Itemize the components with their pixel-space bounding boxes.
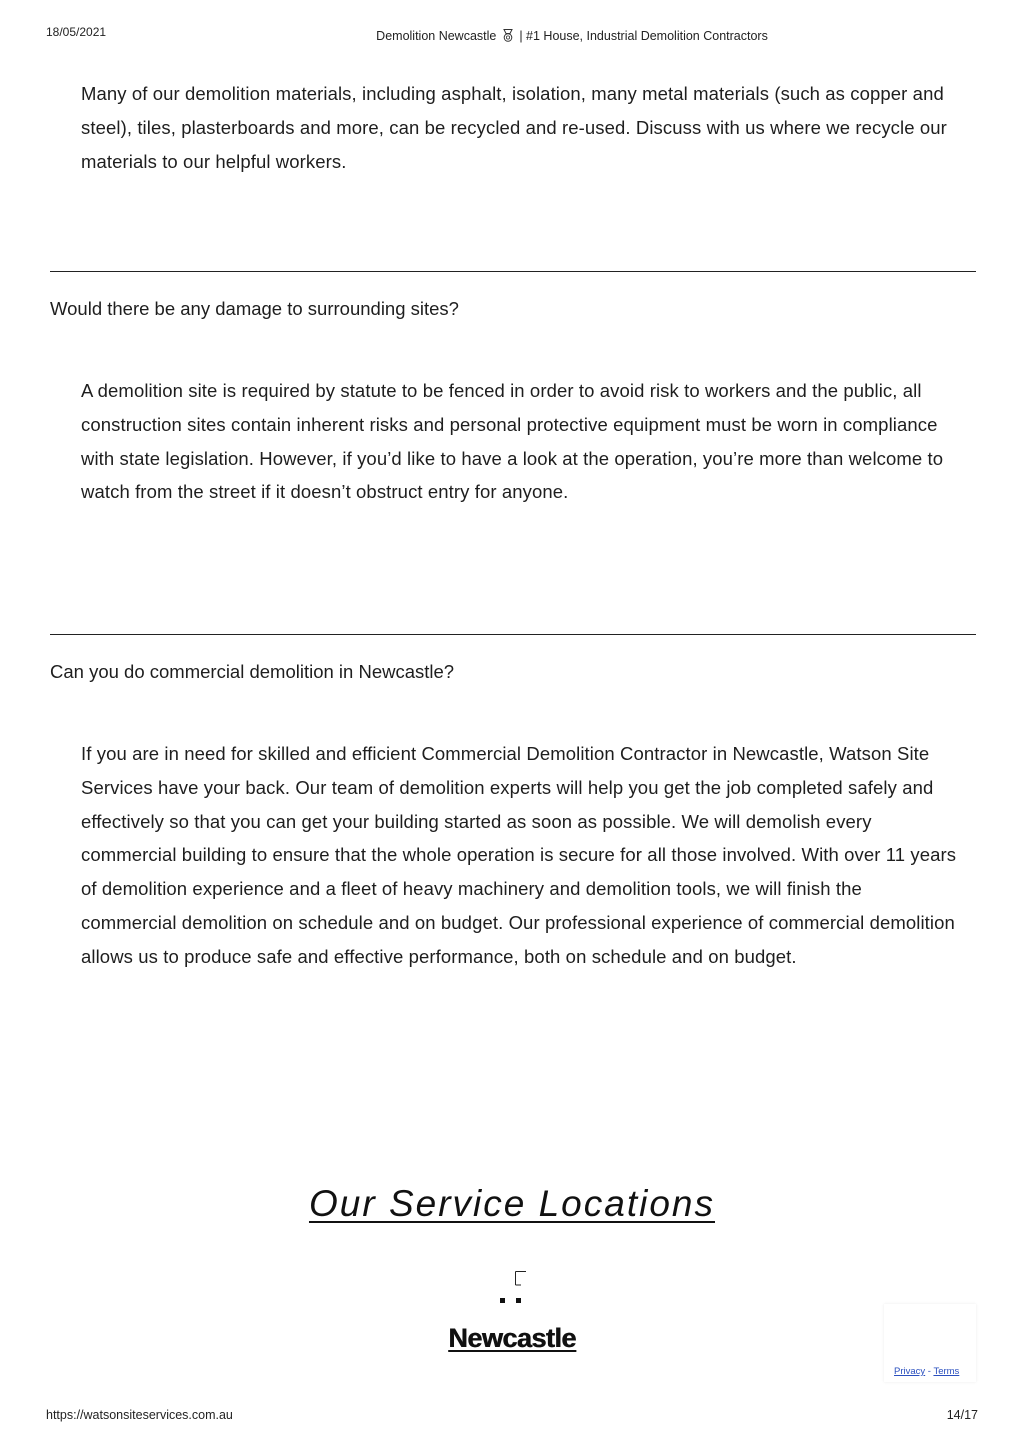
recaptcha-links <box>894 1366 959 1377</box>
faq-divider <box>50 634 976 635</box>
faq-question-damage[interactable]: Would there be any damage to surrounding sites? <box>50 298 459 319</box>
location-link-newcastle[interactable]: Newcastle <box>448 1323 576 1353</box>
print-date: 18/05/2021 <box>46 25 107 39</box>
print-title-suffix: | #1 House, Industrial Demolition Contractors <box>519 29 768 43</box>
faq-answer-materials: Many of our demolition materials, including asphalt, isolation, many metal materials (such as copper and steel), tiles, plasterboards and more, can be recycled and re-used. Discuss with us where we recycle our materials to our helpful workers. <box>81 83 947 172</box>
faq-divider <box>50 271 976 272</box>
faq-question-commercial[interactable]: Can you do commercial demolition in Newcastle? <box>50 661 455 682</box>
recaptcha-separator: - <box>927 1366 931 1377</box>
faq-answer-damage: A demolition site is required by statute to be fenced in order to avoid risk to workers and the public, all construction sites contain inherent risks and personal protective equipment must be worn in compliance with state legislation. However, if you’d like to have a look at the operation, you’re more than welcome to watch from the street if it doesn’t obstruct entry for anyone. <box>81 380 944 503</box>
service-locations-heading[interactable] <box>0 1183 1024 1225</box>
print-page-number: 14/17 <box>946 1408 978 1422</box>
print-page-title <box>0 29 1024 43</box>
faq-answer-commercial: If you are in need for skilled and efficient Commercial Demolition Contractor in Newcastle, Watson Site Services have your back. Our team of demolition experts will help you get the job completed safely and effectively so that you can get your building started as soon as possible. We will demolish every commercial building to ensure that the whole operation is secure for all those involved. With over 11 years of demolition experience and a fleet of heavy machinery and demolition tools, we will finish the commercial demolition on schedule and on budget. Our professional experience of commercial demolition allows us to produce safe and effective performance, both on schedule and on budget. <box>81 743 957 967</box>
recaptcha-terms-link[interactable]: Terms <box>933 1366 960 1377</box>
medal-icon <box>502 29 514 43</box>
print-title-prefix: Demolition Newcastle <box>376 29 497 43</box>
recaptcha-privacy-link[interactable]: Privacy <box>894 1366 926 1377</box>
map-pin-icon <box>499 1270 527 1304</box>
print-footer-url: https://watsonsiteservices.com.au <box>46 1408 233 1422</box>
service-locations-heading-text: Our Service Locations <box>308 1183 715 1224</box>
